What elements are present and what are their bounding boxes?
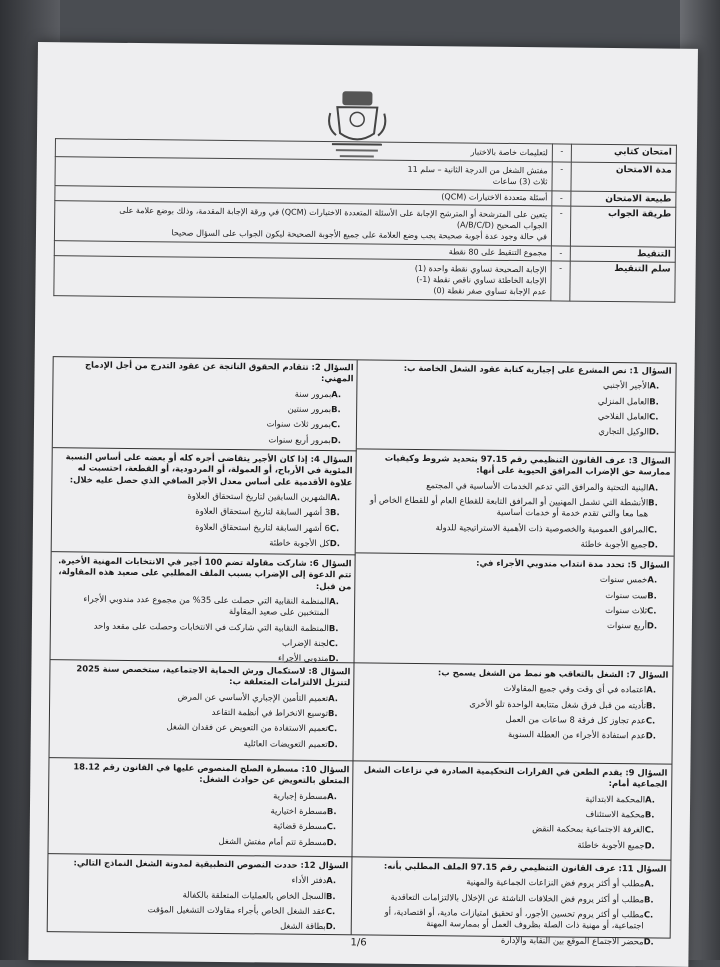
option[interactable]: D. مندوبي الأجراء <box>277 652 339 664</box>
option[interactable]: A. اعتماده في أي وقت وفي جميع المقاولات <box>503 683 657 695</box>
scale-line: الإجابة الصحيحة تساوي نقطة واحدة (1) <box>414 263 547 275</box>
option[interactable]: C. بمرور ثلاث سنوات <box>266 418 341 430</box>
question-3 <box>356 452 675 555</box>
option[interactable]: C. عدم تجاوز كل فرقة 8 ساعات من العمل <box>505 713 656 726</box>
question-8 <box>50 663 355 754</box>
question-stem: السؤال 3: عرف القانون التنظيمي رقم 97.15 بتحديد شروط وكيفيات ممارسة حق الإضراب المرافق الحيوية على أنها: <box>384 452 671 477</box>
method-line: في حالة وجود عدة أجوبة صحيحة يجب وضع العلامة على جميع الأجوبة الصحيحة ليكون الجواب على السؤال صحيحا <box>171 228 548 242</box>
option[interactable]: B. 3 أشهر السابقة لتاريخ استحقاق العلاوة <box>195 506 340 518</box>
option[interactable]: D. مسطرة تتم أمام مفتش الشغل <box>218 835 337 847</box>
page-number: 1/6 <box>350 937 367 949</box>
question-stem: السؤال 1: نص المشرع على إجبارية كتابة عقود الشغل الخاصة ب: <box>403 362 672 376</box>
option[interactable]: A. دفتر الأداء <box>291 875 337 886</box>
grading-value: مجموع التنقيط على 80 نقطة <box>54 241 551 261</box>
scale-line: الإجابة الخاطئة تساوي ناقص نقطة (1-) <box>416 274 547 286</box>
duration-value: ثلاث (3) ساعات <box>492 176 548 187</box>
question-stem: السؤال 12: حددت النصوص التطبيقية لمدونة الشغل النماذج التالي: <box>73 857 349 871</box>
nature-value: أسئلة متعددة الاختيارات (QCM) <box>55 186 552 206</box>
method-line: الجواب الصحيح (A/B/C/D) <box>456 220 548 231</box>
option[interactable]: D. أربع سنوات <box>606 620 658 631</box>
exam-value: لتعليمات خاصة بالاختبار <box>470 147 548 158</box>
question-stem: السؤال 6: شاركت مقاولة تضم 100 أجير في الانتخابات المهنية الأخيرة. تتم الدعوة إلى الإضراب بسبب الملف المطلبي على صعيد هذه المقاولة، من قبل: <box>58 555 352 591</box>
option[interactable]: A. بمرور سنة <box>294 388 342 399</box>
question-2 <box>53 359 358 450</box>
question-10 <box>49 761 354 852</box>
exam-label: امتحان كتابي <box>571 144 676 163</box>
option[interactable]: C. المرافق العمومية والخصوصية ذات الأهمية الاستراتيجية للدولة <box>435 521 658 535</box>
option[interactable]: D. بمرور أربع سنوات <box>268 434 342 445</box>
option[interactable]: C. مسطرة قضائية <box>273 820 337 832</box>
question-7 <box>354 666 673 746</box>
option[interactable]: B. ست سنوات <box>605 589 657 601</box>
grading-label: التنقيط <box>570 246 675 262</box>
option[interactable]: D. بطاقة الشغل <box>280 920 336 932</box>
option[interactable]: A. خمس سنوات <box>599 574 658 585</box>
method-line: يتعين على المترشحة أو المترشح الإجابة على الأسئلة المتعددة الاختيارات (QCM) في ورقة الإجابة المقدمة، وذلك بوضع علامة على <box>119 205 548 220</box>
nature-label: طبيعة الامتحان <box>571 191 676 207</box>
option[interactable]: B. العامل المنزلي <box>597 395 659 407</box>
question-12 <box>48 857 353 937</box>
option[interactable]: D. كل الأجوبة خاطئة <box>269 537 340 549</box>
option[interactable]: D. محضر الاجتماع الموقع بين النقابة والإدارة <box>500 934 654 947</box>
option[interactable]: B. توسيع الانخراط في أنظمة التقاعد <box>211 706 338 719</box>
question-5 <box>355 556 674 636</box>
option[interactable]: B. السجل الخاص بالعمليات المتعلقة بالكفالة <box>182 889 336 901</box>
option[interactable]: D. تعميم التعويضات العائلية <box>243 737 338 749</box>
option[interactable]: A. الشهرين السابقين لتاريخ استحقاق العلاوة <box>187 490 341 503</box>
question-stem: السؤال 11: عرف القانون التنظيمي رقم 97.15 الملف المطلبي بأنه: <box>383 860 667 874</box>
question-stem: السؤال 9: يقدم الطعن في القرارات التحكيمية الصادرة في نزاعات الشغل الجماعية أمام: <box>363 764 668 789</box>
option[interactable]: C. تعميم الاستفادة من التعويض عن فقدان الشغل <box>166 721 338 734</box>
option[interactable]: A. المنظمة النقابية التي حصلت على 35% من مجموع عدد مندوبي الأجراء المنتخبين على صعيد المقاولة <box>83 593 340 618</box>
option[interactable]: B. محكمة الاستئناف <box>585 808 655 820</box>
option[interactable]: C. 6 أشهر السابقة لتاريخ استحقاق العلاوة <box>195 521 340 533</box>
question-stem: السؤال 2: تتقادم الحقوق الناتجة عن عقود التدرج من أجل الإدماج المهني: <box>84 359 354 384</box>
option[interactable]: D. الوكيل التجاري <box>598 426 660 437</box>
option[interactable]: A. المحكمة الابتدائية <box>585 793 655 805</box>
option[interactable]: C. لجنة الإضراب <box>281 637 339 649</box>
question-stem: السؤال 5: تحدد مدة انتداب مندوبي الأجراء في: <box>476 557 670 570</box>
option[interactable]: B. تأديته من قبل فرق شغل متتابعة الواحدة تلو الأخرى <box>469 698 656 711</box>
scale-line: عدم الإجابة تساوي صفر نقطة (0) <box>433 286 547 297</box>
option[interactable]: A. مسطرة إجبارية <box>273 790 338 801</box>
option[interactable]: A. تعميم التأمين الإجباري الأساسي عن المرض <box>177 691 339 703</box>
option[interactable]: C. عقد الشغل الخاص بأجراء مقاولات التشغيل المؤقت <box>147 904 336 917</box>
exam-detail: مفتش الشغل من الدرجة الثانية – سلم 11 <box>407 164 548 176</box>
option[interactable]: D. عدم استفادة الأجراء من العطلة السنوية <box>507 729 656 741</box>
question-9 <box>353 764 672 855</box>
method-label: طريقة الجواب <box>570 206 675 247</box>
option[interactable]: A. مطلب أو أكثر يروم فض النزاعات الجماعية والمهنية <box>466 876 655 889</box>
option[interactable]: B. الأنشطة التي تشمل المهنيين أو المرافق التابعة للقطاع العام أو للقطاع الخاص أو هما معا والتي تقدم خدمة أو خدمات أساسية <box>369 494 658 519</box>
duration-label: مدة الامتحان <box>571 162 676 192</box>
question-6 <box>50 555 355 669</box>
exam-info-table: امتحان كتابي - لتعليمات خاصة بالاختبار مدة الامتحان - مفتش الشغل من الدرجة الثانية – سلم 11 ثلاث (3) ساعات طبيعة الامتحان - أسئلة متعددة الاختيارات (QCM) طريقة الجواب - يتعين على المترشحة أو المترشح الإجابة على الأسئلة المتعددة الاختيارات (QCM) في ورقة الإجابة المقدمة، وذلك بوضع علامة على الجواب الصحيح (A/B/C/D) في حالة وجود عدة أجوبة صحيحة يجب وضع العلامة على جميع الأجوبة الصحيحة ليكون الجواب على السؤال صحيحا التنقيط - مجموع التنقيط على 80 نقطة سلم التنقيط - الإجابة الصحيحة تساوي نقطة واحدة (1) الإجابة الخاطئة تساوي ناقص نقطة (1-) عدم الإجابة تساوي صفر نقطة (0) <box>53 138 677 303</box>
question-stem: السؤال 8: لاستكمال ورش الحماية الاجتماعية، ستخصص سنة 2025 لتنزيل الالتزامات المتعلقة ب: <box>76 663 351 688</box>
option[interactable]: C. الغرفة الاجتماعية بمحكمة النقض <box>532 823 655 835</box>
option[interactable]: B. مطلب أو أكثر يروم فض الخلافات الناشئة عن الإخلال بالالتزامات التعاقدية <box>390 891 654 905</box>
question-4 <box>52 451 357 554</box>
option[interactable]: A. البنية التحتية والمرافق التي تدعم الخدمات الأساسية في المجتمع <box>426 479 659 493</box>
option[interactable]: B. بمرور سنتين <box>287 403 341 415</box>
option[interactable]: D. جميع الأجوبة خاطئة <box>577 839 655 851</box>
scale-label: سلم التنقيط <box>570 261 675 302</box>
option[interactable]: B. مسطرة اختيارية <box>270 805 337 817</box>
option[interactable]: D. جميع الأجوبة خاطئة <box>580 538 658 550</box>
option[interactable]: B. المنظمة النقابية التي شاركت في الانتخابات وحصلت على مقعد واحد <box>93 620 339 633</box>
question-stem: السؤال 10: مسطرة الصلح المنصوص عليها في القانون رقم 18.12 المتعلق بالتعويض عن حوادث الشغل: <box>73 761 350 786</box>
option[interactable]: C. ثلاث سنوات <box>605 605 657 616</box>
exam-sheet <box>28 42 698 967</box>
question-stem: السؤال 4: إذا كان الأجير يتقاضى أجره كله أو بعضه على أساس النسبة المئوية في الأرباح، أو العمولة، أو المردودية، أو القطعة، احتسبت له علاوة الأقدمية على أساس معدل الأجر الصافي الذي حصل عليه خلال: <box>65 451 353 488</box>
question-stem: السؤال 7: الشغل بالتعاقب هو نمط من الشغل يسمح ب: <box>437 667 669 680</box>
option[interactable]: C. مطلب أو أكثر يروم تحسين الأجور، أو تحقيق امتيازات مادية، أو اقتصادية، أو اجتماعية، أو مهنية ذات الصلة بظروف العمل أو بممارسة المهنة <box>384 906 654 931</box>
question-1 <box>357 362 676 442</box>
option[interactable]: C. العامل الفلاحي <box>597 410 659 422</box>
option[interactable]: A. الأجير الأجنبي <box>602 380 660 391</box>
